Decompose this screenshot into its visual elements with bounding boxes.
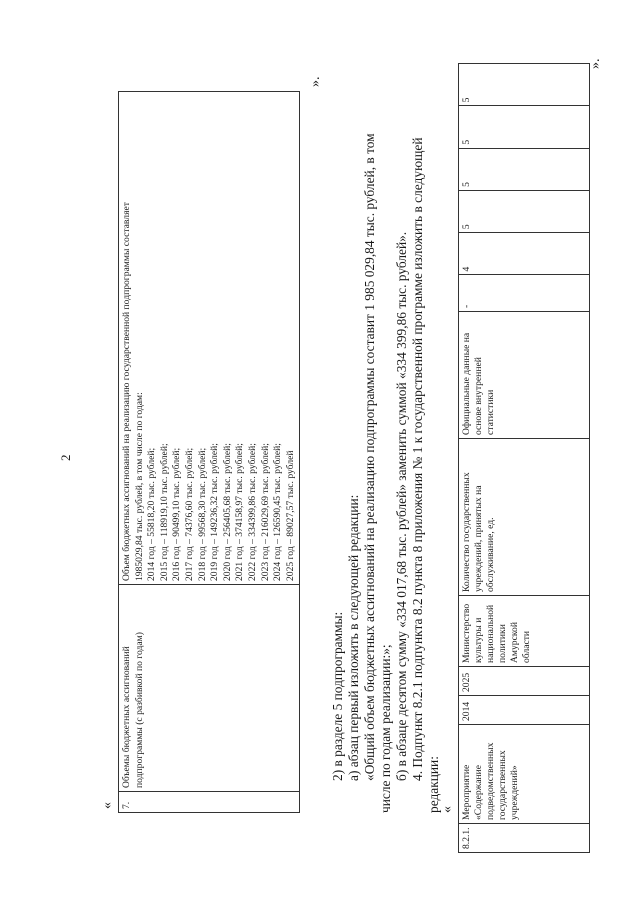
measure-value: - (459, 275, 590, 312)
paragraph: а) абзац первый изложить в следующей редакции: (346, 494, 361, 781)
value-line: 2015 год – 118919,10 тыс. рублей; (158, 443, 170, 581)
measure-end-year: 2025 (459, 667, 590, 696)
paragraph-continuation: числе по годам реализации:»; (378, 644, 393, 813)
page-number: 2 (58, 454, 73, 461)
value-line: 2018 год – 99568,30 тыс. рублей; (196, 447, 208, 581)
value-line: 2019 год – 149236,32 тыс. рублей; (209, 443, 221, 581)
measure-value: 5 (459, 190, 590, 232)
open-quote: « (100, 802, 115, 809)
measure-value: 5 (459, 148, 590, 190)
value-line: 1985029,84 тыс. рублей, в том числе по годам: (133, 392, 145, 581)
value-line: 2021 год – 374158,97 тыс. рублей; (234, 443, 246, 581)
paragraph: 2) в разделе 5 подпрограммы: (330, 611, 345, 781)
table-row (119, 92, 300, 813)
paragraph: 4. Подпункт 8.2.1 подпункта 8.2 пункта 8 приложения № 1 к государственной программе изложить в следующей (410, 137, 425, 781)
paragraph-continuation: редакции: (426, 756, 441, 813)
value-line: Объем бюджетных ассигнований на реализацию государственной подпрограммы составляет (121, 202, 132, 581)
value-line: 2022 год – 334399,86 тыс. рублей; (246, 443, 258, 581)
measure-executor: Министерство культуры и национальной политики Амурской области (459, 596, 590, 667)
paragraph: «Общий объем бюджетных ассигнований на реализацию подпрограммы составит 1 985 029,84 тыс. рублей, в том (362, 133, 377, 781)
value-line: 2017 год – 74376,60 тыс. рублей; (183, 447, 195, 581)
value-line: 2025 год – 89027,57 тыс. рублей (284, 450, 296, 581)
measure-table (458, 63, 590, 853)
table-row (459, 64, 590, 853)
paragraph: б) в абзаце десятом сумму «334 017,68 тыс. рублей» заменить суммой «334 399,86 тыс. рублей». (394, 231, 409, 781)
measure-source: Официальные данные на основе внутренней статистики (459, 312, 590, 439)
open-quote: « (440, 806, 455, 813)
value-line: 2020 год – 256405,68 тыс. рублей; (221, 443, 233, 581)
close-quote: ». (308, 76, 323, 87)
row-value (119, 92, 300, 585)
value-line: 2014 год – 55818,20 тыс. рублей; (146, 447, 158, 581)
row-label: Объемы бюджетных ассигнований подпрограммы (с разбивкой по годам) (119, 585, 300, 792)
value-line: 2024 год – 126590,45 тыс. рублей; (272, 443, 284, 581)
value-line: 2023 год – 216029,69 тыс. рублей; (259, 443, 271, 581)
value-line: 2016 год – 90499,10 тыс. рублей; (171, 447, 183, 581)
close-quote: ». (588, 58, 603, 69)
measure-value: 4 (459, 233, 590, 275)
measure-value: 5 (459, 64, 590, 106)
measure-name: Мероприятие «Содержание подведомственных государственных учреждений» (459, 725, 590, 824)
subprogram-passport-table (118, 91, 300, 813)
row-number: 7. (119, 792, 300, 813)
measure-number: 8.2.1. (459, 824, 590, 853)
measure-start-year: 2014 (459, 696, 590, 725)
measure-indicator: Количество государственных учреждений, принятых на обслуживание, ед. (459, 439, 590, 596)
measure-value: 5 (459, 106, 590, 148)
